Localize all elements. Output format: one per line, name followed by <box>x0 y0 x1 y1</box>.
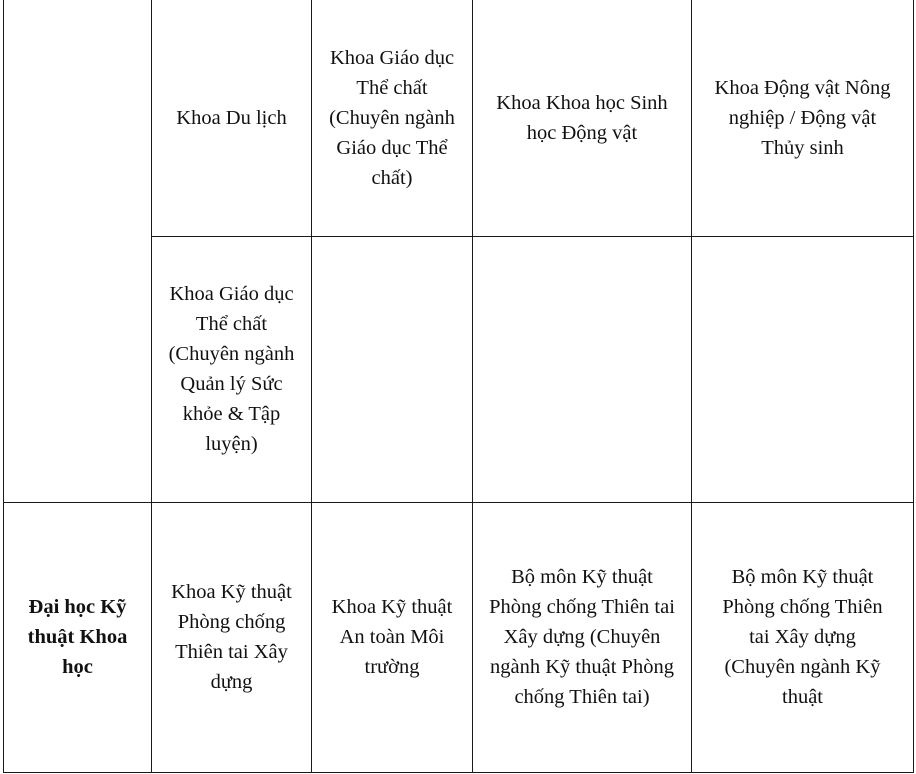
department-cell: Khoa Động vật Nông nghiệp / Động vật Thủy sinh <box>692 0 914 236</box>
university-cell: Đại học Kỹ thuật Khoa học <box>4 502 152 772</box>
department-cell: Bộ môn Kỹ thuật Phòng chống Thiên tai Xây dựng (Chuyên ngành Kỹ thuật <box>692 502 914 772</box>
empty-cell <box>312 236 473 502</box>
department-cell: Khoa Kỹ thuật An toàn Môi trường <box>312 502 473 772</box>
department-cell: Khoa Khoa học Sinh học Động vật <box>473 0 692 236</box>
table-row <box>4 502 914 772</box>
department-cell: Khoa Kỹ thuật Phòng chống Thiên tai Xây dựng <box>152 502 312 772</box>
university-cell <box>4 0 152 502</box>
department-cell: Khoa Giáo dục Thể chất (Chuyên ngành Quản lý Sức khỏe & Tập luyện) <box>152 236 312 502</box>
departments-table <box>3 0 914 773</box>
empty-cell <box>473 236 692 502</box>
department-cell: Khoa Giáo dục Thể chất (Chuyên ngành Giáo dục Thể chất) <box>312 0 473 236</box>
department-cell: Khoa Du lịch <box>152 0 312 236</box>
empty-cell <box>692 236 914 502</box>
table-row <box>4 0 914 236</box>
department-cell: Bộ môn Kỹ thuật Phòng chống Thiên tai Xây dựng (Chuyên ngành Kỹ thuật Phòng chống Thiên tai) <box>473 502 692 772</box>
